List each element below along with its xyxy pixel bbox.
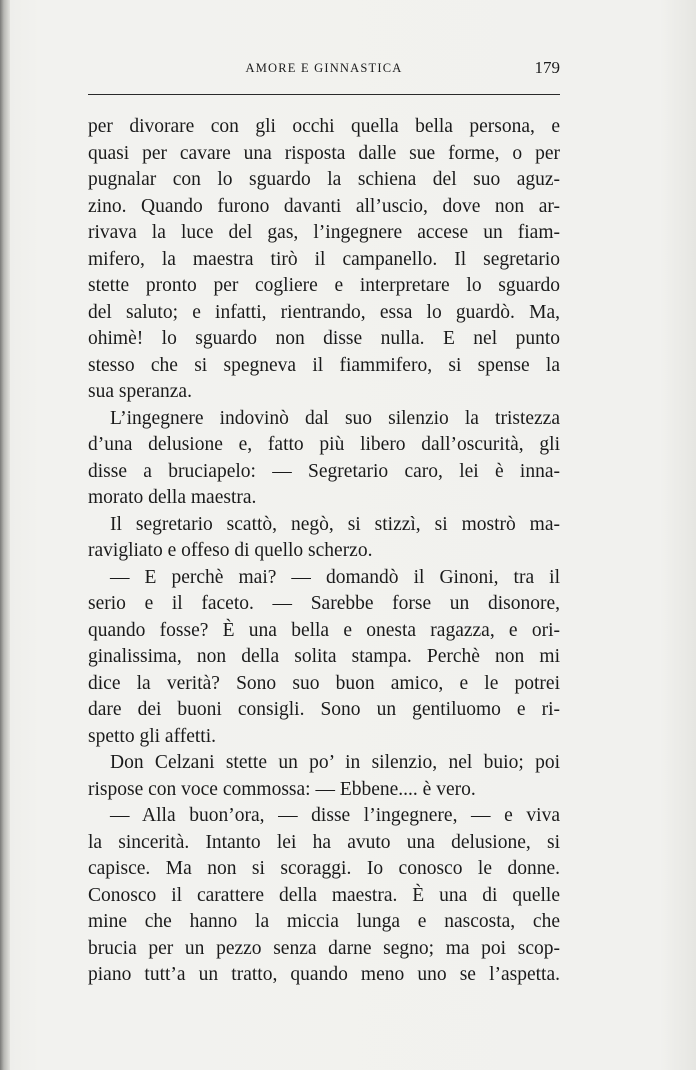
text-line: sua speranza. — [88, 381, 192, 402]
text-line: per divorare con gli occhi quella bella persona, e — [88, 116, 560, 137]
page-binding-edge — [0, 0, 10, 1070]
text-line: mine che hanno la miccia lunga e nascosta, che — [88, 911, 560, 932]
text-line: Il segretario scattò, negò, si stizzì, si mostrò ma- — [110, 513, 560, 535]
text-line: stette pronto per cogliere e interpretare lo sguardo — [88, 275, 560, 296]
text-line: pugnalar con lo sguardo la schiena del suo aguz- — [88, 169, 560, 190]
text-line: brucia per un pezzo senza darne segno; ma poi scop- — [88, 937, 560, 959]
text-line: spetto gli affetti. — [88, 725, 216, 747]
text-line: ravigliato e offeso di quello scherzo. — [88, 540, 373, 561]
text-line: quando fosse? È una bella e onesta ragazza, e ori- — [88, 619, 560, 641]
text-line: Conosco il carattere della maestra. È una di quelle — [88, 884, 560, 906]
text-line: dare dei buoni consigli. Sono un gentiluomo e ri- — [88, 699, 560, 720]
text-line: Don Celzani stette un po’ in silenzio, nel buio; poi — [110, 752, 560, 773]
page-number: 179 — [534, 58, 560, 77]
text-line: — E perchè mai? — domandò il Ginoni, tra il — [110, 566, 560, 588]
text-line: del saluto; e infatti, rientrando, essa lo guardò. Ma, — [88, 301, 560, 323]
page-header — [88, 58, 560, 82]
header-rule — [88, 94, 560, 95]
running-title: AMORE E GINNASTICA — [245, 61, 403, 75]
text-line: quasi per cavare una risposta dalle sue forme, o per — [88, 142, 560, 164]
text-line: capisce. Ma non si scoraggi. Io conosco le donne. — [88, 858, 560, 879]
text-line: d’una delusione e, fatto più libero dall’oscurità, gli — [88, 434, 560, 455]
text-line: L’ingegnere indovinò dal suo silenzio la tristezza — [110, 407, 560, 429]
text-line: ginalissima, non della solita stampa. Perchè non mi — [88, 646, 560, 667]
text-line: piano tutt’a un tratto, quando meno uno se l’aspetta. — [88, 964, 560, 985]
text-line: rivava la luce del gas, l’ingegnere accese un fiam- — [88, 222, 560, 243]
text-line: ohimè! lo sguardo non disse nulla. E nel punto — [88, 328, 560, 349]
body-text — [88, 114, 560, 989]
text-line: zino. Quando furono davanti all’uscio, dove non ar- — [88, 195, 560, 217]
text-line: morato della maestra. — [88, 487, 257, 508]
text-line: la sincerità. Intanto lei ha avuto una delusione, si — [88, 831, 560, 853]
text-line: dice la verità? Sono suo buon amico, e le potrei — [88, 672, 560, 694]
text-line: mifero, la maestra tirò il campanello. Il segretario — [88, 248, 560, 270]
text-line: — Alla buon’ora, — disse l’ingegnere, — e viva — [110, 805, 560, 826]
text-line: disse a bruciapelo: — Segretario caro, lei è inna- — [88, 460, 560, 482]
text-line: stesso che si spegneva il fiammifero, si spense la — [88, 354, 560, 376]
text-line: rispose con voce commossa: — Ebbene.... è vero. — [88, 778, 476, 800]
text-line: serio e il faceto. — Sarebbe forse un disonore, — [88, 593, 560, 614]
